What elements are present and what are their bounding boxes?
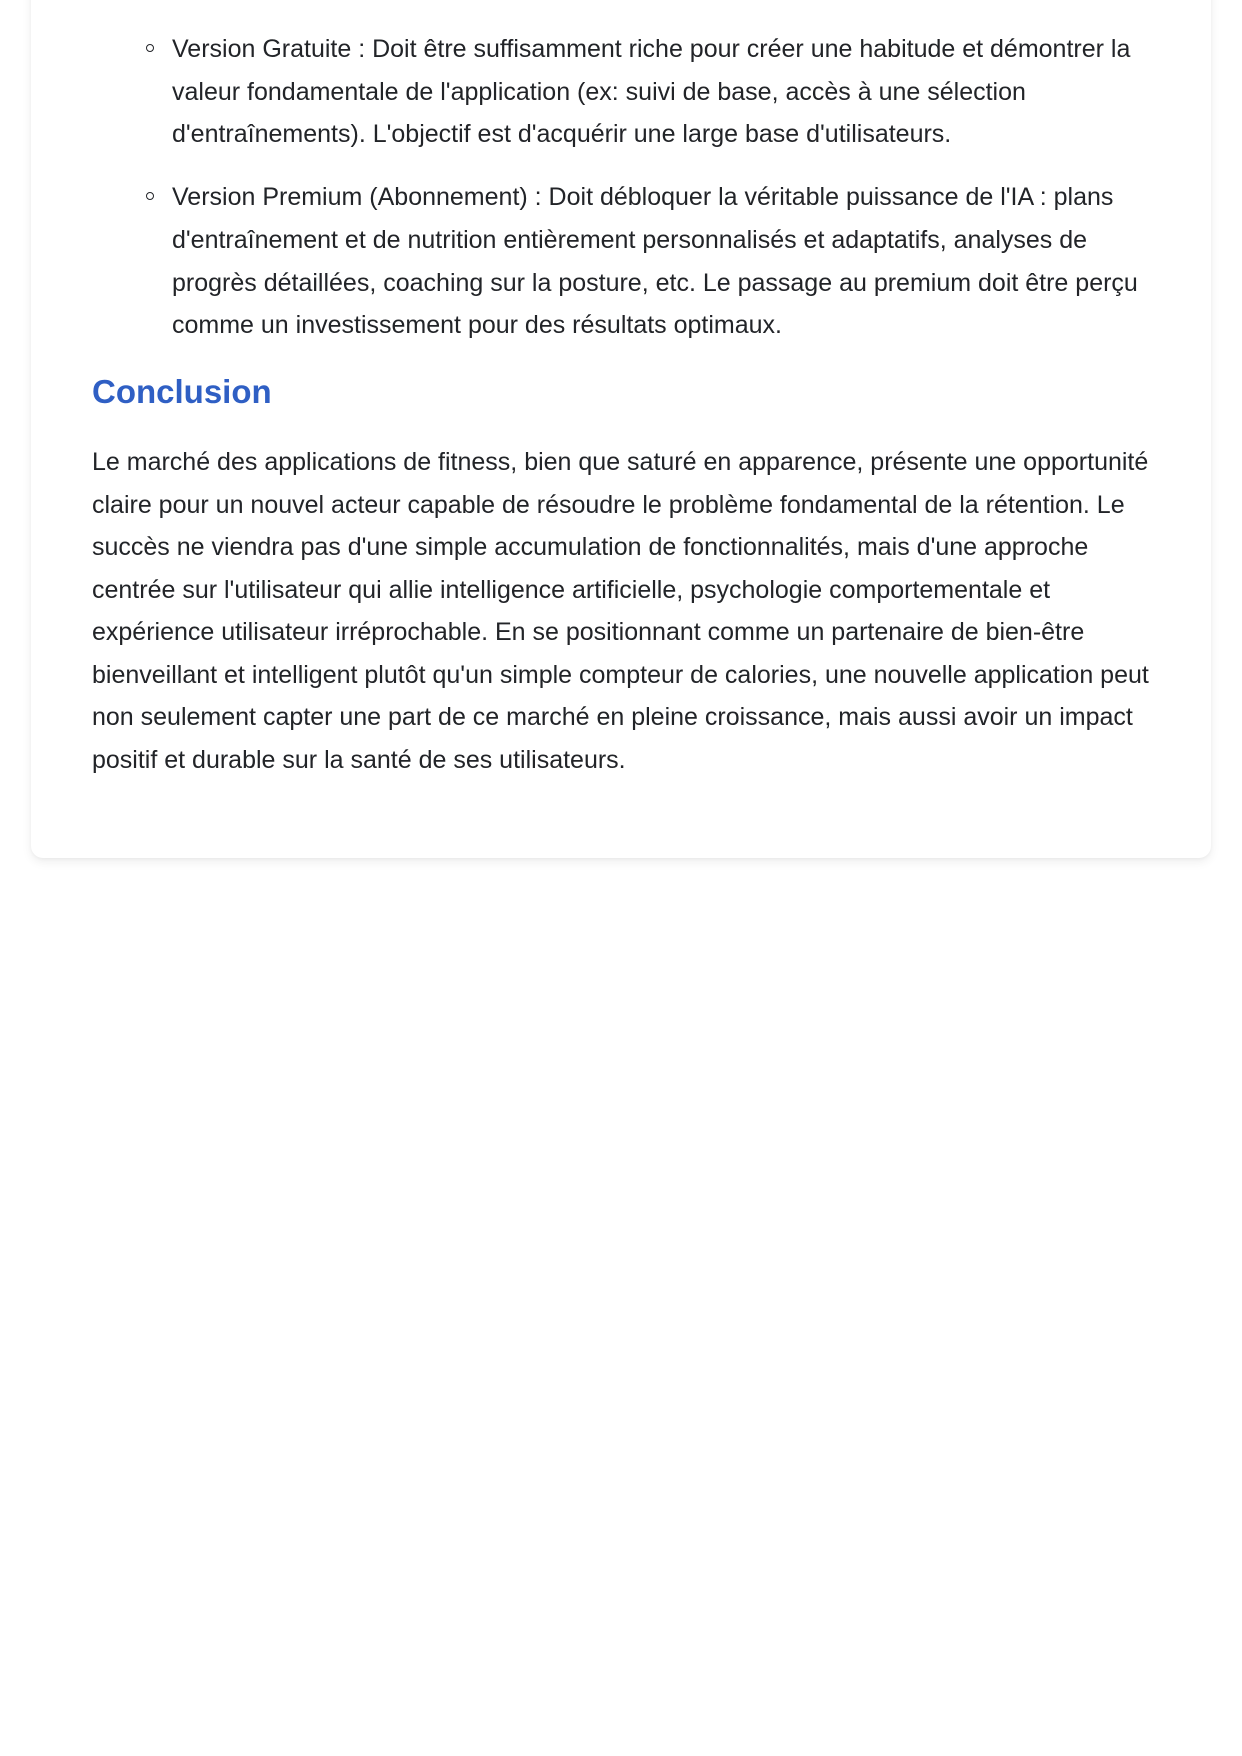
conclusion-paragraph: Le marché des applications de fitness, bien que saturé en apparence, présente une opportunité claire pour un nouvel acteur capable de résoudre le problème fondamental de la rétention. Le succès ne viendra pas d'une simple accumulation de fonctionnalités, mais d'une approche centrée sur l'utilisateur qui allie intelligence artificielle, psychologie comportementale et expérience utilisateur irréprochable. En se positionnant comme un partenaire de bien-être bienveillant et intelligent plutôt qu'un simple compteur de calories, une nouvelle application peut non seulement capter une part de ce marché en pleine croissance, mais aussi avoir un impact positif et durable sur la santé de ses utilisateurs. xyxy=(92,447,1149,775)
pricing-model-list xyxy=(92,28,1152,347)
list-item-free-version xyxy=(172,28,1152,156)
list-item-text: Version Gratuite : Doit être suffisamment riche pour créer une habitude et démontrer la valeur fondamentale de l'application (ex: suivi de base, accès à une sélection d'entraînements). L'objectif est d'acquérir une large base d'utilisateurs. xyxy=(172,35,1131,149)
list-item-premium-version xyxy=(172,176,1152,347)
hollow-bullet-icon xyxy=(146,44,154,52)
document-content xyxy=(92,28,1152,782)
conclusion-heading: Conclusion xyxy=(92,372,272,410)
list-item-text: Version Premium (Abonnement) : Doit débloquer la véritable puissance de l'IA : plans d'entraînement et de nutrition entièrement personnalisés et adaptatifs, analyses de progrès détaillées, coaching sur la posture, etc. Le passage au premium doit être perçu comme un investissement pour des résultats optimaux. xyxy=(172,183,1138,340)
hollow-bullet-icon xyxy=(146,192,154,200)
